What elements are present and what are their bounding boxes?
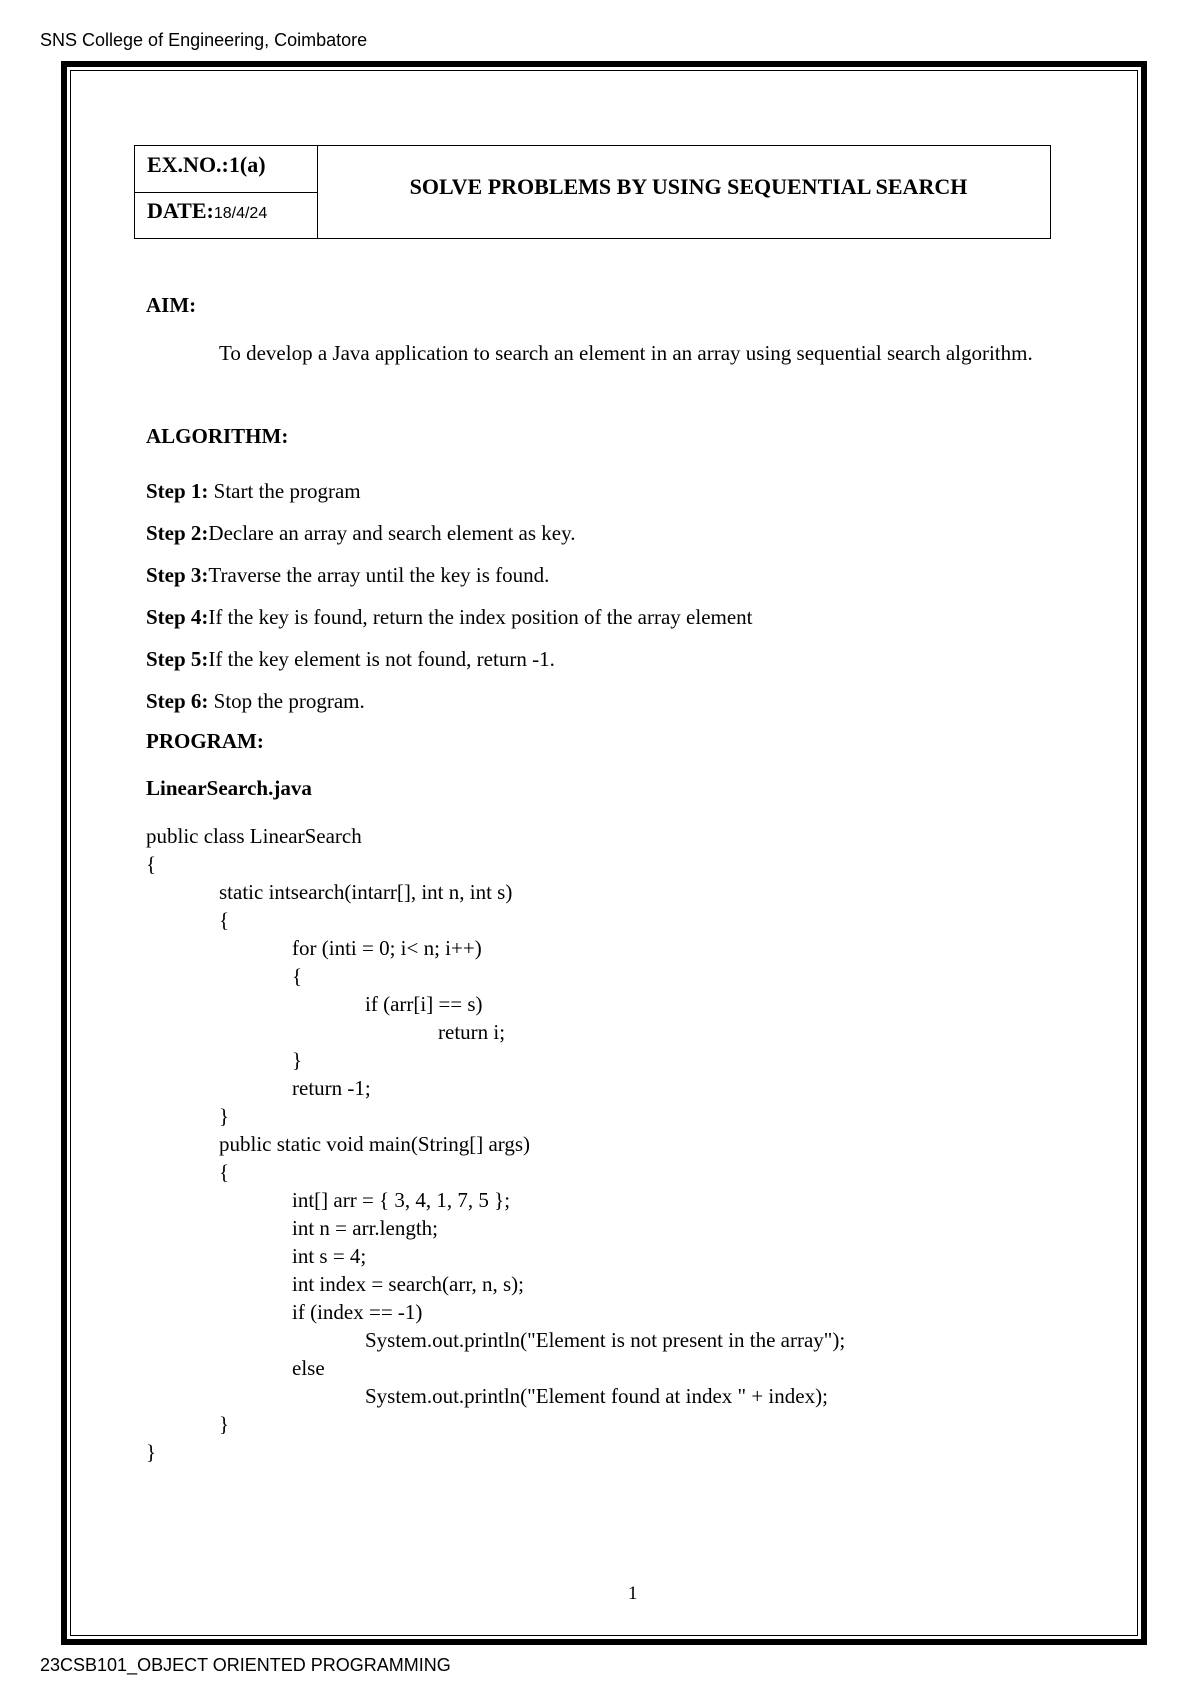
algorithm-heading: ALGORITHM: [146,424,289,448]
code-line: System.out.println("Element found at index " + index); [365,1384,828,1408]
page-footer: 23CSB101_OBJECT ORIENTED PROGRAMMING [40,1655,451,1675]
code-line: { [219,1160,230,1184]
code-line: else [292,1356,325,1380]
code-line: public class LinearSearch [146,824,362,848]
aim-paragraph: To develop a Java application to search an element in an array using sequential search algorithm. [219,341,1033,365]
date-value: 18/4/24 [213,205,268,222]
step-text: Stop the program. [208,689,365,713]
step-text: Declare an array and search element as key. [208,521,576,545]
step-label: Step 2: [146,521,209,545]
code-line: static intsearch(intarr[], int n, int s) [219,880,513,904]
algorithm-step [146,563,549,588]
page-header: SNS College of Engineering, Coimbatore [40,30,368,50]
step-label: Step 6: [146,689,209,713]
algorithm-step [146,647,555,672]
exercise-number: EX.NO.:1(a) [147,152,266,177]
code-line: int s = 4; [292,1244,367,1268]
code-line: { [292,964,303,988]
step-text: If the key element is not found, return -1. [208,647,555,671]
code-line: int index = search(arr, n, s); [292,1272,525,1296]
algorithm-step [146,521,576,546]
code-line: return i; [438,1020,506,1044]
code-line: System.out.println("Element is not present in the array"); [365,1328,846,1352]
page-number: 1 [628,1583,638,1604]
code-line: { [146,852,157,876]
code-line: int[] arr = { 3, 4, 1, 7, 5 }; [292,1188,511,1212]
title-block-row-divider [135,192,317,193]
aim-heading: AIM: [146,293,197,317]
code-line: int n = arr.length; [292,1216,438,1240]
exercise-date [147,198,267,224]
code-line: } [292,1048,303,1072]
algorithm-step [146,689,365,714]
code-line: if (arr[i] == s) [365,992,483,1016]
step-label: Step 5: [146,647,209,671]
code-line: public static void main(String[] args) [219,1132,531,1156]
code-line: for (inti = 0; i< n; i++) [292,936,482,960]
code-line: } [146,1440,157,1464]
program-filename: LinearSearch.java [146,776,312,800]
step-label: Step 4: [146,605,209,629]
step-text: Start the program [208,479,361,503]
code-line: } [219,1104,230,1128]
algorithm-step [146,605,753,630]
step-text: If the key is found, return the index position of the array element [208,605,753,629]
aim-text [146,340,1066,367]
exercise-title: SOLVE PROBLEMS BY USING SEQUENTIAL SEARCH [409,174,968,199]
code-line: } [219,1412,230,1436]
date-label: DATE: [147,198,214,223]
program-heading: PROGRAM: [146,729,264,753]
code-line: { [219,908,230,932]
step-text: Traverse the array until the key is found. [208,563,550,587]
title-block [134,145,1051,239]
code-line: if (index == -1) [292,1300,423,1324]
algorithm-step [146,479,361,504]
code-line: return -1; [292,1076,371,1100]
step-label: Step 1: [146,479,209,503]
step-label: Step 3: [146,563,209,587]
